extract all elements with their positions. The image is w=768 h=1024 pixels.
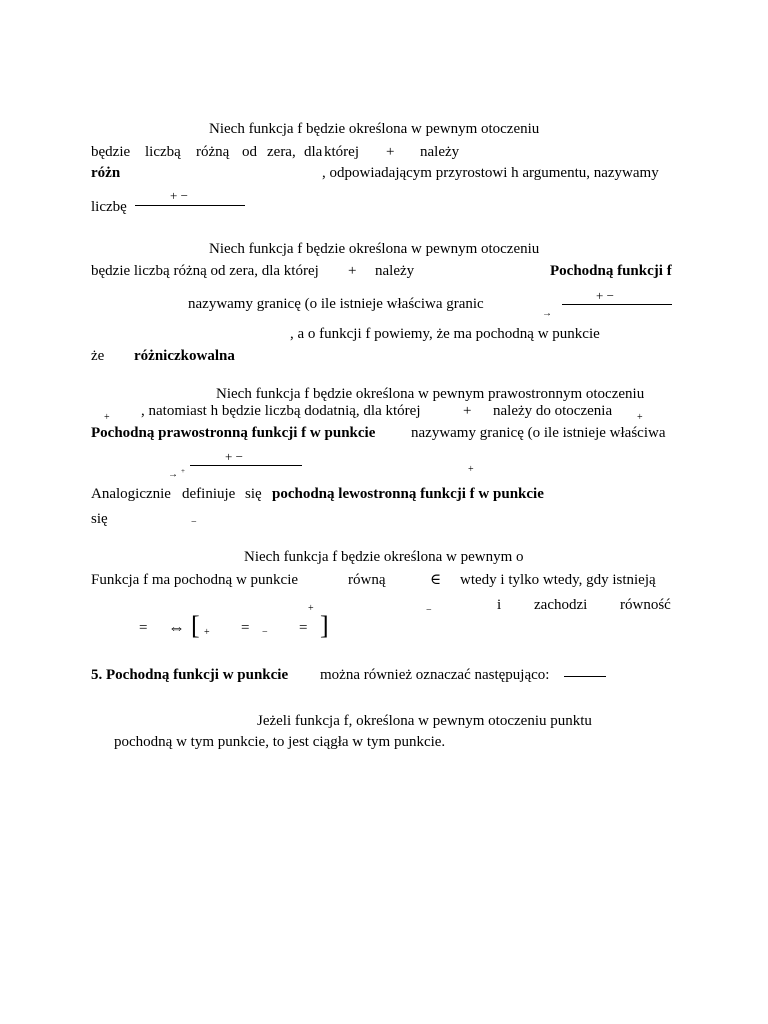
def3-tail-plus: + (468, 464, 474, 475)
def2-line4: , a o funkcji f powiemy, że ma pochodną w punkcie (290, 326, 600, 342)
def1-word: należy (420, 144, 460, 160)
def2-nalezy: należy (375, 263, 415, 279)
def1-word: od (242, 144, 257, 160)
element-of-symbol: ∈ (430, 572, 442, 588)
item5-rest: można również oznaczać następująco: (320, 667, 550, 683)
def1-fraction-numerator: + − (170, 188, 188, 203)
def1-word: różną (196, 144, 230, 160)
def3-sub-plus: + (104, 412, 110, 423)
theorem-intro: Niech funkcja f będzie określona w pewnym o (244, 549, 524, 565)
equals-symbol: = (139, 620, 148, 636)
def2-bold-rozn: różniczkowalna (134, 348, 235, 364)
def4-sie: się (91, 511, 108, 527)
def1-word: dla (304, 144, 323, 160)
def1-bold-start: różn (91, 165, 121, 181)
equals-symbol: = (299, 620, 308, 636)
def3-fraction-numerator: + − (225, 449, 243, 464)
def2-arrow: → (542, 308, 552, 319)
def3-nalezy: należy do otoczenia (493, 403, 613, 419)
def2-fraction-line (562, 304, 672, 305)
item5-bold: 5. Pochodną funkcji w punkcie (91, 667, 289, 683)
theorem-line2-a: Funkcja f ma pochodną w punkcie (91, 572, 299, 588)
def3-fraction-line (190, 465, 302, 466)
bracket-sub-minus: − (262, 627, 268, 638)
thm2-line1: Jeżeli funkcja f, określona w pewnym otoczeniu punktu (257, 713, 592, 729)
def4-bold: pochodną lewostronną funkcji f w punkcie (272, 486, 544, 502)
def3-bold-title: Pochodną prawostronną funkcji f w punkcie (91, 425, 376, 441)
def3-intro: Niech funkcja f będzie określona w pewnym prawostronnym otoczeniu (216, 386, 645, 402)
theorem-line2-c: wtedy i tylko wtedy, gdy istnieją (460, 572, 656, 588)
left-bracket: [ (191, 611, 200, 640)
theorem-i: i (497, 597, 502, 613)
right-bracket: ] (320, 611, 329, 640)
def1-word: będzie (91, 144, 131, 160)
def2-line2: będzie liczbą różną od zera, dla której (91, 263, 319, 279)
def3-granice: nazywamy granicę (o ile istnieje właściwa (411, 425, 666, 441)
def3-arrow-sup: + (181, 467, 185, 475)
def1-intro: Niech funkcja f będzie określona w pewnym otoczeniu (209, 121, 540, 137)
def3-tail-sub: + (637, 412, 643, 423)
theorem-rownosc: równość (620, 597, 671, 613)
def1-line3: , odpowiadającym przyrostowi h argumentu, nazywamy (322, 165, 659, 181)
def2-intro: Niech funkcja f będzie określona w pewnym otoczeniu (209, 241, 540, 257)
def1-plus: + (386, 144, 395, 160)
def2-bold-right: Pochodną funkcji f (550, 263, 672, 279)
def3-plus: + (463, 403, 472, 419)
def3-line2: , natomiast h będzie liczbą dodatnią, dla której (141, 403, 421, 419)
def4-sub-minus: − (191, 517, 197, 528)
equals-symbol: = (241, 620, 250, 636)
def4-word: Analogicznie (91, 486, 171, 502)
def4-word: definiuje (182, 486, 236, 502)
def1-word: zera, (267, 144, 296, 160)
bracket-sub-plus: + (204, 627, 210, 638)
def4-word: się (245, 486, 262, 502)
iff-arrow-icon: ⇔ (168, 618, 185, 637)
def2-fraction-numerator: + − (596, 288, 614, 303)
def2-ze: że (91, 348, 105, 364)
def3-arrow: → (168, 469, 178, 480)
theorem-line2-b: równą (348, 572, 386, 588)
def1-word: której (324, 144, 359, 160)
def2-plus: + (348, 263, 357, 279)
item5-fraction-line (564, 676, 606, 677)
def1-word: liczbą (145, 144, 181, 160)
theorem-sup-plus: + (308, 603, 314, 614)
thm2-line2: pochodną w tym punkcie, to jest ciągła w tym punkcie. (114, 734, 446, 750)
theorem-zachodzi: zachodzi (534, 597, 588, 613)
def2-granice: nazywamy granicę (o ile istnieje właściwa granic (188, 296, 484, 312)
def1-liczbe: liczbę (91, 199, 127, 215)
theorem-sub-minus: − (426, 605, 432, 616)
def1-fraction-line (135, 205, 245, 206)
